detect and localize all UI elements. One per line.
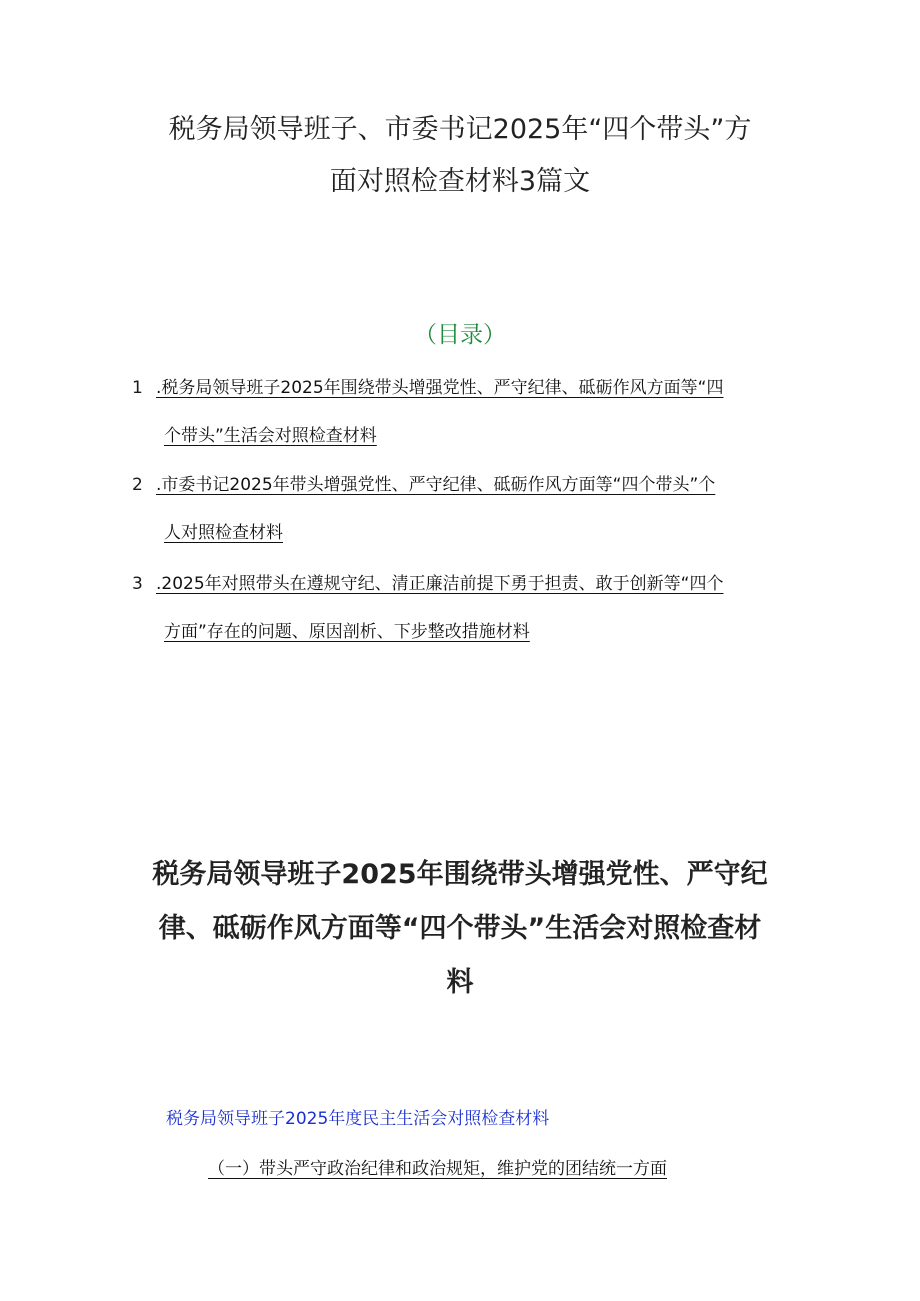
document-title [150, 104, 770, 208]
toc-item-link[interactable] [132, 461, 792, 557]
section-heading: （一）带头严守政治纪律和政治规矩，维护党的团结统一方面 [208, 1159, 667, 1179]
document-title-line-1: 税务局领导班子、市委书记2025年“四个带头”方 [168, 114, 752, 145]
toc-item-line-2: 方面”存在的问题、原因剖析、下步整改措施材料 [164, 622, 530, 642]
toc-item[interactable] [132, 364, 792, 460]
article-title-line-3: 料 [446, 967, 474, 998]
toc-item-number: 3 [132, 574, 143, 594]
article-title-line-1: 税务局领导班子2025年围绕带头增强党性、严守纪 [152, 859, 768, 890]
toc-item-line-1: .2025年对照带头在遵规守纪、清正廉洁前提下勇于担责、敢于创新等“四个 [156, 574, 724, 594]
toc-item-number: 1 [132, 378, 143, 398]
article-title-line-2: 律、砥砺作风方面等“四个带头”生活会对照检查材 [158, 913, 762, 944]
toc-item-line-1: .税务局领导班子2025年围绕带头增强党性、严守纪律、砥砺作风方面等“四 [156, 378, 724, 398]
toc-item-line-2: 人对照检查材料 [164, 523, 283, 543]
toc-item-number: 2 [132, 475, 143, 495]
toc-item-link[interactable] [132, 560, 792, 656]
toc-item-line-1: .市委书记2025年带头增强党性、严守纪律、砥砺作风方面等“四个带头”个 [156, 475, 716, 495]
document-title-line-2: 面对照检查材料3篇文 [329, 166, 591, 197]
article-title [150, 848, 770, 1010]
toc-item[interactable] [132, 461, 792, 557]
toc-heading: （目录） [414, 322, 506, 348]
toc-item[interactable] [132, 560, 792, 656]
article-subtitle: 税务局领导班子2025年度民主生活会对照检查材料 [166, 1109, 550, 1129]
toc-item-line-2: 个带头”生活会对照检查材料 [164, 426, 377, 446]
toc-item-link[interactable] [132, 364, 792, 460]
